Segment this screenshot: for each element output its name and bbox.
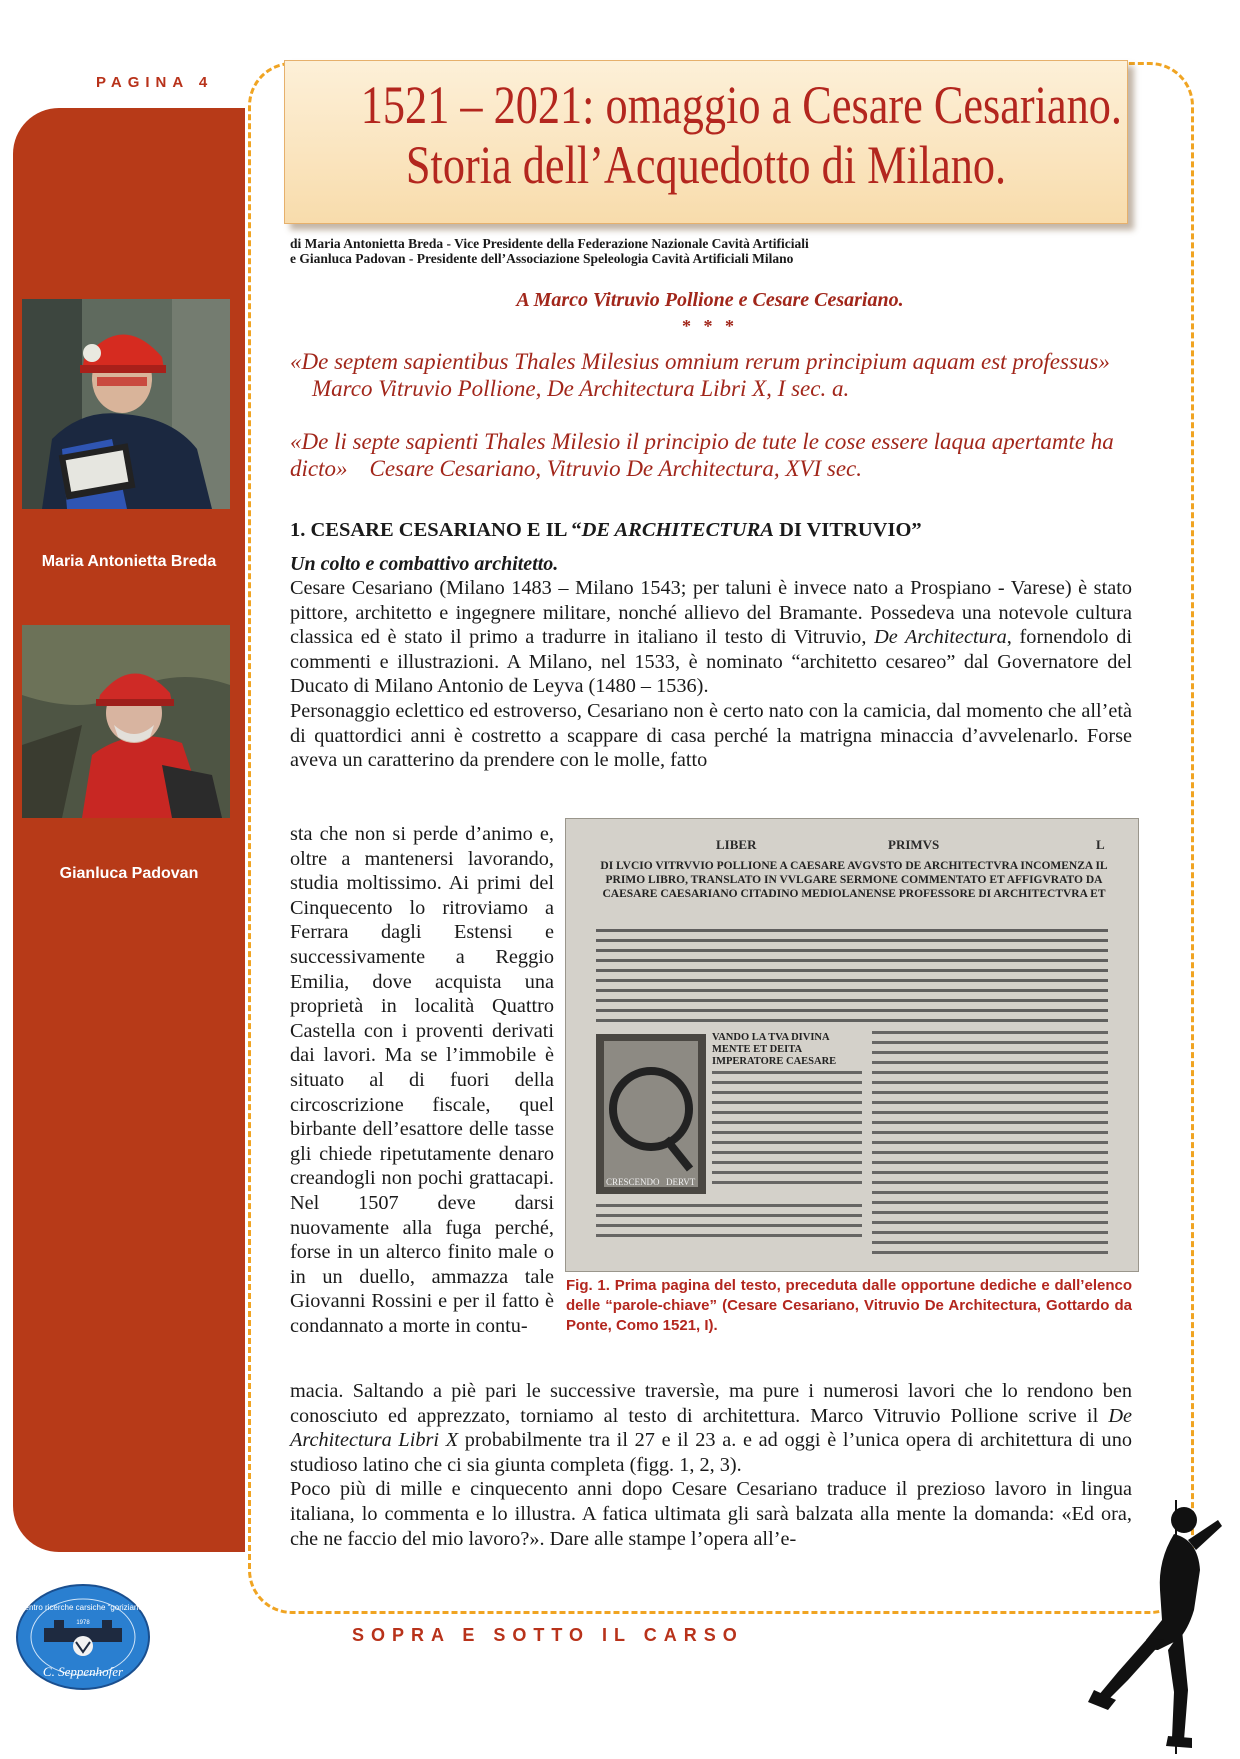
logo-top-text: centro ricerche carsiche “goriziane”: [20, 1603, 146, 1612]
title-line-2: Storia dell’Acquedotto di Milano.: [405, 135, 1007, 195]
logo-centro-ricerche-carsiche: [14, 1580, 152, 1694]
figure-header-left: LIBER: [716, 837, 757, 852]
climber-silhouette-icon: [1088, 1500, 1238, 1754]
body-column: sta che non si perde d’animo e, oltre a mantenersi lavorando, studia moltissimo. Ai primi del Cinquecento lo ritroviamo a Ferrara dagli Estensi e successivamente a Reggio Emilia, dove acquista una proprietà in località Quattro Castella con i proventi derivati dai lavori. Ma se l’immobile è situato al di fuori della circoscrizione fiscale, quel birbante dell’esattore delle tasse gli chiede ripetutamente denaro creandogli non pochi grattacapi. Nel 1507 deve darsi nuovamente alla fuga perché, forse in un alterco finito male o in un duello, ammazza tale Giovanni Rossini e per il fatto è condannato a morte in contu-: [290, 823, 554, 1337]
body-paragraphs-top: [290, 576, 1132, 773]
paragraph-4: Poco più di mille e cinquecento anni dopo Cesare Cesariano traduce il prezioso lavoro in lingua italiana, lo commenta e lo illustra. A fatica ultimata gli sarà balzata alla mente la domanda: «Ed ora, che ne faccio del mio lavoro?». Dare alle stampe l’opera all’e-: [290, 1478, 1132, 1550]
author-photo-breda: [22, 299, 230, 509]
author-credits: [290, 236, 809, 266]
author-name-padovan: Gianluca Padovan: [59, 865, 199, 882]
figure-page-number: L: [1096, 837, 1105, 852]
paragraph-2: Personaggio eclettico ed estroverso, Cesariano non è certo nato con la camicia, dal momento che all’età di quattordici anni è costretto a scappare di casa perché la matrigna minaccia d’avvelenarlo. Forse aveva un caratterino da prendere con le molle, fatto: [290, 699, 1132, 772]
author-credit-1: di Maria Antonietta Breda - Vice Presidente della Federazione Nazionale Cavità Artificiali: [290, 236, 809, 251]
paragraph-1: Cesare Cesariano (Milano 1483 – Milano 1543; per taluni è invece nato a Prospiano - Varese) è stato pittore, architetto e ingegnere militare, nonché allievo del Bramante. Possedeva una notevole cultura classica ed è stato il primo a tradurre in italiano il testo di Vitruvio, De Architectura, fornendolo di commenti e illustrazioni. A Milano, nel 1533, è nominato “architetto cesareo” dal Governatore del Ducato di Milano Antonio de Leyva (1480 – 1536).: [290, 577, 1132, 698]
figure-1: [565, 818, 1139, 1272]
figure-initial-left: CRESCENDO: [606, 1177, 660, 1187]
section-title: 1. CESARE CESARIANO E IL “DE ARCHITECTURA DI VITRUVIO”: [290, 519, 922, 541]
figure-heading: DI LVCIO VITRVVIO POLLIONE A CAESARE AVGVSTO DE ARCHITECTVRA INCOMENZA IL PRIMO LIBRO, TRANSLATO IN VVLGARE SERMONE COMMENTATO ET AFFIGVRATO DA CAESARE CAESARIANO CITADINO MEDIOLANENSE PROFESSORE DI ARCHITECTVRA ET: [600, 860, 1108, 900]
footer-magazine-title: SOPRA E SOTTO IL CARSO: [352, 1625, 744, 1645]
title-box: [284, 60, 1128, 224]
figure-caption: Fig. 1. Prima pagina del testo, preceduta dalle opportune dediche e dall’elenco delle “parole-chiave” (Cesare Cesariano, Vitruvio De Architectura, Gottardo da Ponte, Como 1521, I).: [566, 1277, 1132, 1334]
body-paragraphs-bottom: [290, 1379, 1132, 1551]
quote-text: «De septem sapientibus Thales Milesius omnium rerum principium aquam est professus»: [290, 349, 1110, 374]
quote-source: Marco Vitruvio Pollione, De Architectura Libri X, I sec. a.: [312, 376, 850, 401]
paragraph-3: macia. Saltando a piè pari le successive traversìe, ma pure i numerosi lavori che lo rendono ben conosciuto ed apprezzato, torniamo al testo di architettura. Marco Vitruvio Pollione scrive il De Architectura Libri X probabilmente tra il 27 e il 23 a. e ad oggi è l’unica opera di architettura di uno studioso latino che ci sia giunta completa (figg. 1, 2, 3).: [290, 1380, 1132, 1476]
dedication: A Marco Vitruvio Pollione e Cesare Cesariano.: [516, 289, 904, 311]
section-subhead: Un colto e combattivo architetto.: [290, 553, 559, 575]
quote-cesariano: [290, 428, 1130, 482]
logo-bottom-text: C. Seppenhofer: [42, 1664, 124, 1679]
logo-year: 1978: [76, 1620, 90, 1626]
quote-text: «De li septe sapienti Thales Milesio il principio de tute le cose essere laqua apertamte ha dicto»: [290, 429, 1114, 481]
title-line-1: 1521 – 2021: omaggio a Cesare Cesariano.: [360, 75, 1122, 135]
author-credit-2: e Gianluca Padovan - Presidente dell’Associazione Speleologia Cavità Artificiali Milano: [290, 251, 794, 266]
page-label: PAGINA 4: [96, 74, 214, 91]
sidebar: [13, 108, 245, 1552]
author-photo-padovan: [22, 625, 230, 818]
figure-header-right: PRIMVS: [888, 837, 940, 852]
figure-initial-text: VANDO LA TVA DIVINA MENTE ET DEITA IMPERATORE CAESARE: [712, 1032, 837, 1066]
quote-source: Cesare Cesariano, Vitruvio De Architectura, XVI sec.: [369, 456, 862, 481]
quote-vitruvio: [290, 348, 1130, 402]
figure-initial-right: DERVT: [666, 1177, 696, 1187]
separator-stars: * * *: [682, 316, 738, 336]
author-name-breda: Maria Antonietta Breda: [41, 553, 217, 570]
